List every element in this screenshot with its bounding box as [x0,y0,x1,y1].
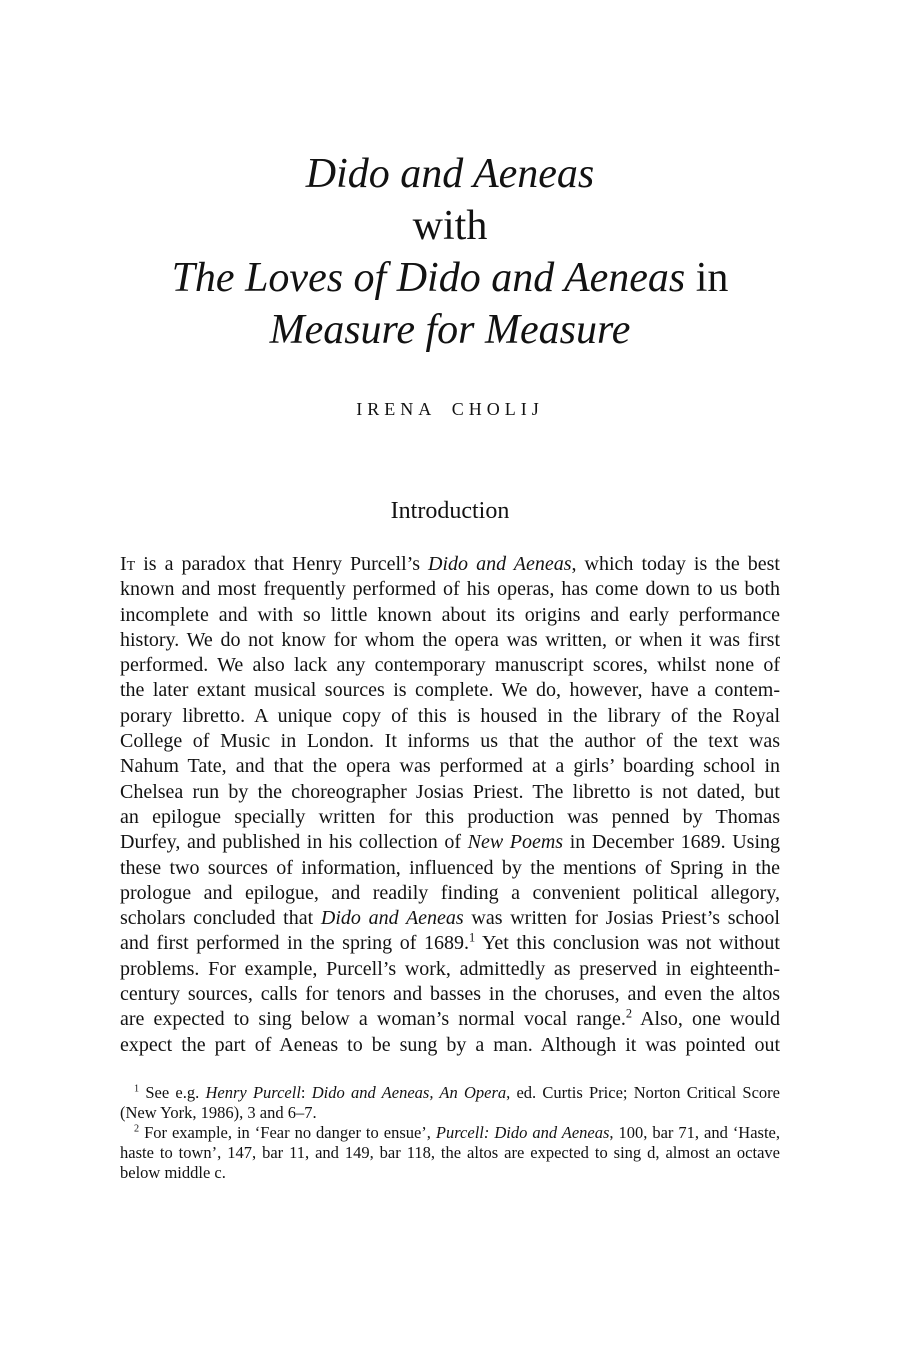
text-segment: with [412,203,488,249]
title-line [120,252,780,304]
text-segment: haste to town’, 147, bar 11, and 149, bar 118, the altos are expected to sing d, almost an octave [120,1142,780,1162]
text-segment: incomplete and with so little known about its origins and early performance [120,603,780,626]
body-text-line [120,603,780,628]
text-segment: For example, in ‘Fear no danger to ensue’, [139,1122,436,1142]
text-segment: Dido and Aeneas [320,907,464,930]
text-segment: is a paradox that Henry Purcell’s [135,553,429,575]
text-segment: , ed. Curtis Price; Norton Critical Score [506,1082,780,1102]
text-segment: and first performed in the spring of 1689. [120,932,469,955]
text-segment: an epilogue specially written for this production was penned by Thomas [120,805,780,828]
text-segment: , 100, bar 71, and ‘Haste, [609,1122,780,1142]
text-segment: Yet this conclusion was not without [475,932,780,955]
article-title [120,148,780,356]
text-segment: prologue and epilogue, and readily finding a convenient political allegory, [120,881,780,904]
body-text-line [120,754,780,779]
author-name: IRENA CHOLIJ [356,399,544,419]
text-segment: , which today is the best [571,553,780,575]
title-line [120,148,780,200]
body-text-line [120,881,780,906]
text-segment: College of Music in London. It informs us that the author of the text was [120,730,780,753]
text-segment: are expected to sing below a woman’s normal vocal range. [120,1008,626,1031]
text-segment: Measure for Measure [269,307,631,353]
text-segment: It [120,553,136,575]
body-text-line [120,678,780,703]
body-text-line [120,830,780,855]
text-segment: below middle c. [120,1162,226,1182]
body-text-line [120,1007,780,1032]
body-text-line [120,805,780,830]
body-text-line [120,957,780,982]
footnote-line [120,1163,780,1183]
text-segment: known and most frequently performed of his operas, has come down to us both [120,578,780,601]
body-text-line [120,982,780,1007]
text-segment: history. We do not know for whom the opera was written, or when it was first [120,628,780,651]
footnotes-section [120,1083,780,1183]
text-segment: 2 [134,1123,140,1135]
title-line [120,200,780,252]
text-segment: in [685,255,729,301]
text-segment: the later extant musical sources is complete. We do, however, have a contem- [120,679,780,702]
body-text-line [120,931,780,956]
text-segment: century sources, calls for tenors and basses in the choruses, and even the altos [120,983,780,1006]
text-segment: Purcell: Dido and Aeneas [435,1122,610,1142]
body-text-line [120,653,780,678]
section-heading-introduction: Introduction [390,498,510,524]
text-segment: 1 [134,1083,140,1095]
text-segment: problems. For example, Purcell’s work, admittedly as preserved in eighteenth- [120,957,780,980]
text-segment: Chelsea run by the choreographer Josias Priest. The libretto is not dated, but [120,780,780,803]
text-segment: : [300,1082,312,1102]
body-text-line [120,780,780,805]
text-segment: performed. We also lack any contemporary manuscript scores, whilst none of [120,654,780,677]
text-segment: scholars concluded that [120,907,321,930]
body-paragraph [120,552,780,1058]
text-segment: The Loves of Dido and Aeneas [171,255,686,301]
title-line [120,304,780,356]
text-segment: these two sources of information, influenced by the mentions of Spring in the [120,856,780,879]
text-segment: Dido and Aeneas [305,151,595,197]
text-segment: New Poems [467,831,564,854]
text-segment: (New York, 1986), 3 and 6–7. [120,1102,317,1122]
footnote-line [120,1123,780,1143]
body-text-line [120,729,780,754]
body-text-line [120,628,780,653]
text-segment: Dido and Aeneas, An Opera [311,1082,507,1102]
text-segment: 2 [625,1007,633,1021]
body-text-line [120,577,780,602]
text-segment: Durfey, and published in his collection of [120,831,468,854]
text-segment: Dido and Aeneas [428,553,572,575]
body-text-line [120,906,780,931]
body-text-line [120,552,780,577]
footnote-line [120,1083,780,1103]
footnote-line [120,1103,780,1123]
text-segment: expect the part of Aeneas to be sung by a man. Although it was pointed out [120,1033,780,1056]
text-segment: was written for Josias Priest’s school [463,907,780,930]
body-text-line [120,1033,780,1058]
text-segment: 1 [468,931,476,945]
text-segment: in December 1689. Using [563,831,780,854]
text-segment: porary libretto. A unique copy of this is housed in the library of the Royal [120,704,780,727]
text-segment: Also, one would [632,1008,780,1031]
body-text-line [120,704,780,729]
text-segment: Nahum Tate, and that the opera was performed at a girls’ boarding school in [120,755,780,778]
text-segment: See e.g. [139,1082,206,1102]
text-segment: Henry Purcell [205,1082,301,1102]
footnote-line [120,1143,780,1163]
body-text-line [120,856,780,881]
